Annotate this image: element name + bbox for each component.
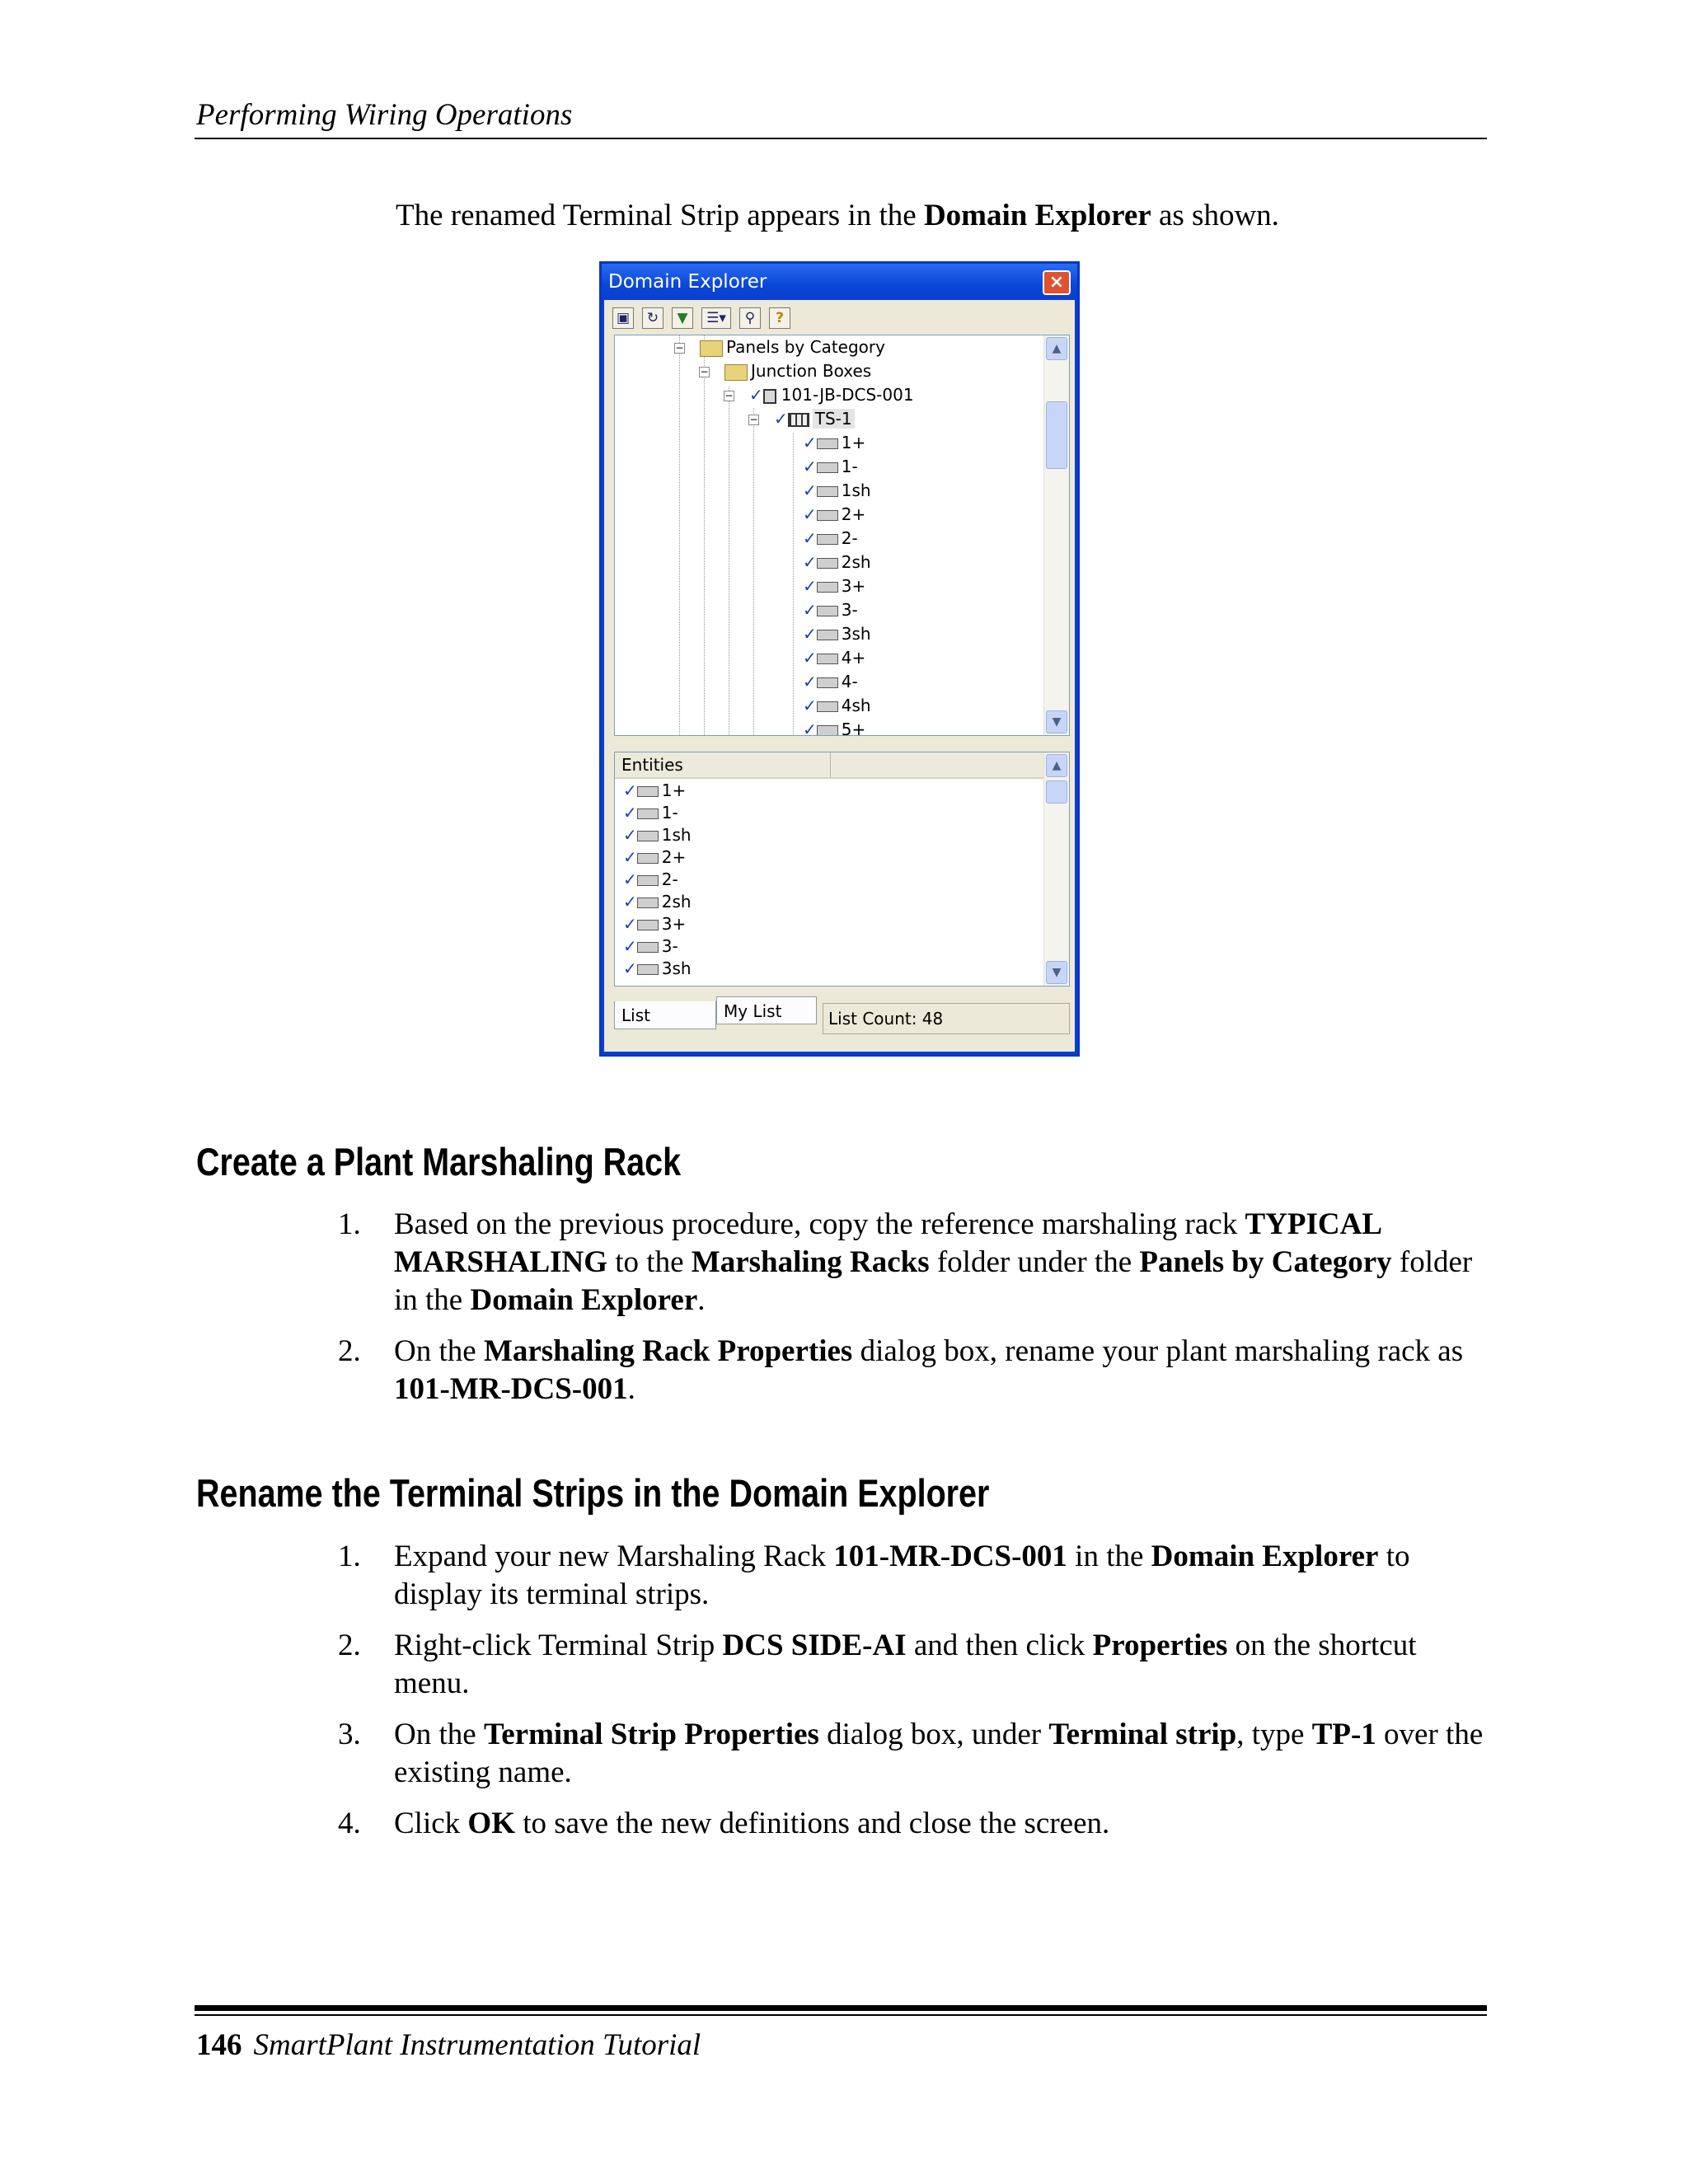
tree-label: 3-: [841, 600, 858, 620]
list-item[interactable]: [623, 935, 678, 958]
tree-node-terminal[interactable]: [803, 574, 865, 598]
step-number: 3.: [338, 1718, 361, 1751]
check-icon: ✓: [623, 936, 637, 956]
terminal-icon: [637, 920, 659, 930]
terminal-icon: [817, 654, 838, 664]
list-item[interactable]: [623, 869, 678, 891]
terminal-icon: [817, 677, 838, 688]
list-item-label: 2-: [661, 869, 678, 889]
terminal-icon: [817, 630, 838, 640]
column-header-blank[interactable]: [831, 752, 1046, 777]
tree-node-terminal[interactable]: [803, 527, 858, 551]
tree-label: 2+: [841, 504, 866, 524]
check-icon: ✓: [623, 847, 637, 867]
scroll-down-icon[interactable]: ▼: [1046, 961, 1067, 984]
terminal-icon: [637, 898, 659, 908]
terminal-icon: [817, 486, 838, 497]
find-icon[interactable]: ⚲: [739, 307, 761, 329]
terminal-icon: [637, 831, 659, 841]
column-header-entities[interactable]: Entities: [615, 752, 831, 777]
section-heading: Create a Plant Marshaling Rack: [196, 1140, 682, 1183]
tree-label: 4sh: [841, 696, 871, 715]
tree-label: 1+: [841, 433, 866, 452]
window-titlebar[interactable]: [602, 264, 1077, 300]
tree-label: 1-: [841, 457, 858, 476]
tree-label: 3+: [841, 576, 866, 596]
tree-node-terminal[interactable]: [803, 551, 871, 574]
filter-icon[interactable]: ▼: [672, 307, 693, 329]
terminal-icon: [817, 462, 838, 473]
terminal-icon: [817, 510, 838, 521]
tree-label: 101-JB-DCS-001: [781, 385, 914, 405]
list-item[interactable]: [623, 891, 692, 913]
list-item[interactable]: [623, 802, 678, 824]
tree-guide-line: [679, 335, 680, 735]
check-icon: ✓: [803, 719, 817, 736]
step-number: 2.: [338, 1629, 361, 1662]
check-icon: ✓: [623, 825, 637, 845]
terminal-icon: [817, 701, 838, 712]
junction-box-icon: [763, 389, 776, 404]
terminal-icon: [637, 786, 659, 797]
list-item-label: 3sh: [661, 958, 692, 978]
check-icon: ✓: [803, 624, 817, 644]
tree-node-terminal[interactable]: [803, 718, 865, 736]
tree-label: 4-: [841, 672, 858, 691]
collapse-icon[interactable]: −: [724, 390, 734, 401]
terminal-icon: [817, 438, 838, 449]
intro-bold: Domain Explorer: [923, 199, 1151, 232]
running-header: Performing Wiring Operations: [196, 98, 573, 132]
terminal-icon: [637, 853, 659, 864]
tab-my-list[interactable]: [716, 996, 817, 1024]
check-icon: ✓: [803, 480, 817, 500]
step-number: 4.: [338, 1807, 361, 1840]
check-icon: ✓: [623, 892, 637, 912]
terminal-icon: [637, 875, 659, 886]
check-icon: ✓: [803, 576, 817, 596]
tree-node-terminal[interactable]: [803, 670, 858, 694]
tree-node-junction-box[interactable]: [724, 383, 914, 407]
list-item-label: 2sh: [661, 892, 692, 912]
check-icon: ✓: [774, 409, 788, 429]
book-title: SmartPlant Instrumentation Tutorial: [253, 2028, 701, 2062]
window-title: Domain Explorer: [608, 271, 767, 293]
view-options-icon[interactable]: ☰▾: [701, 307, 731, 329]
step-text: Click OK to save the new definitions and close the screen.: [394, 1807, 1110, 1840]
header-rule: [195, 138, 1487, 139]
toolbar: [612, 305, 790, 331]
list-item[interactable]: [623, 913, 686, 935]
folder-icon: [700, 340, 723, 357]
check-icon: ✓: [803, 433, 817, 452]
intro-paragraph: [396, 198, 1279, 233]
new-window-icon[interactable]: ▣: [612, 307, 634, 329]
tree-node-junction-boxes[interactable]: [699, 359, 871, 383]
tree-label: 4+: [841, 648, 866, 668]
entities-scrollbar[interactable]: [1043, 752, 1069, 986]
terminal-icon: [817, 725, 838, 736]
collapse-icon[interactable]: −: [675, 342, 684, 354]
tree-node-terminal[interactable]: [803, 646, 865, 670]
check-icon: ✓: [623, 869, 637, 889]
tree-guide-line: [793, 433, 794, 735]
step-text: Based on the previous procedure, copy the reference marshaling rack TYPICAL MARSHALING to the Marshaling Racks folder under the Panels by Category folder in the Domain Explorer.: [394, 1207, 1473, 1317]
section-heading: Rename the Terminal Strips in the Domain Explorer: [196, 1471, 990, 1515]
collapse-icon[interactable]: −: [749, 414, 758, 425]
tree-node-terminal-strip[interactable]: [748, 407, 855, 431]
scroll-up-icon[interactable]: ▲: [1046, 337, 1067, 360]
list-item[interactable]: [623, 824, 692, 846]
check-icon: ✓: [803, 648, 817, 668]
list-item-label: 1+: [661, 780, 687, 800]
terminal-icon: [817, 582, 838, 593]
tree-node-terminal[interactable]: [803, 622, 871, 646]
step-text: Expand your new Marshaling Rack 101-MR-DCS-001 in the Domain Explorer to display its terminal strips.: [394, 1540, 1410, 1611]
check-icon: ✓: [803, 600, 817, 620]
list-item[interactable]: [623, 846, 686, 869]
domain-explorer-window: [599, 261, 1080, 1057]
intro-text-end: as shown.: [1151, 199, 1279, 232]
list-item[interactable]: [623, 958, 692, 980]
tab-label: My List: [724, 1001, 782, 1021]
refresh-icon[interactable]: ↻: [642, 307, 663, 329]
entities-header: [615, 752, 1044, 779]
intro-text: The renamed Terminal Strip appears in the: [396, 199, 924, 232]
close-icon: ×: [1048, 272, 1065, 293]
step-text: Right-click Terminal Strip DCS SIDE-AI and then click Properties on the shortcut menu.: [394, 1629, 1417, 1700]
tree-node-terminal[interactable]: [803, 455, 858, 479]
terminal-icon: [817, 534, 838, 545]
step-text: On the Marshaling Rack Properties dialog box, rename your plant marshaling rack as 101-MR-DCS-001.: [394, 1334, 1464, 1406]
terminal-icon: [637, 964, 659, 975]
check-icon: ✓: [623, 803, 637, 823]
tree-node-panels-by-category[interactable]: [674, 335, 885, 359]
window-client: [604, 300, 1075, 1052]
tree-node-terminal[interactable]: [803, 694, 871, 718]
list-item-label: 2+: [661, 847, 687, 867]
footer-rule: [195, 2005, 1487, 2011]
scroll-thumb[interactable]: [1046, 780, 1067, 804]
footer-rule: [195, 2014, 1487, 2016]
page-footer: [196, 2027, 701, 2063]
check-icon: ✓: [803, 528, 817, 548]
step-number: 1.: [338, 1207, 361, 1241]
tree-guide-line: [704, 335, 705, 735]
tree-label: 2sh: [841, 552, 871, 572]
folder-icon: [724, 364, 748, 381]
tree-scrollbar[interactable]: [1043, 335, 1069, 735]
close-button[interactable]: [1043, 270, 1071, 295]
check-icon: ✓: [623, 780, 637, 800]
entities-list[interactable]: [614, 752, 1070, 987]
list-count-status: List Count: 48: [823, 1003, 1070, 1034]
tree-label: 1sh: [841, 480, 871, 500]
tree-label: Junction Boxes: [751, 361, 872, 381]
tree-node-terminal[interactable]: [803, 479, 871, 503]
step-number: 2.: [338, 1334, 361, 1368]
check-icon: ✓: [803, 552, 817, 572]
list-item-label: 1sh: [661, 825, 692, 845]
tree-label: 3sh: [841, 624, 871, 644]
list-item[interactable]: [623, 780, 686, 802]
step-number: 1.: [338, 1540, 361, 1573]
check-icon: ✓: [803, 696, 817, 715]
terminal-icon: [817, 558, 838, 569]
domain-tree[interactable]: [614, 335, 1070, 736]
tree-label: 5+: [841, 719, 866, 736]
terminal-icon: [637, 942, 659, 953]
scroll-down-icon[interactable]: ▼: [1046, 710, 1067, 733]
tab-list[interactable]: [614, 1001, 716, 1029]
list-item-label: 3-: [661, 936, 678, 956]
tab-label: List: [621, 1005, 650, 1025]
tree-label: TS-1: [813, 409, 855, 429]
tree-node-terminal[interactable]: [803, 598, 858, 622]
scroll-up-icon[interactable]: ▲: [1046, 754, 1067, 777]
tree-node-terminal[interactable]: [803, 431, 865, 455]
terminal-icon: [637, 808, 659, 819]
check-icon: ✓: [803, 504, 817, 524]
step-text: On the Terminal Strip Properties dialog box, under Terminal strip, type TP-1 over the existing name.: [394, 1718, 1484, 1789]
tree-label: Panels by Category: [726, 337, 885, 357]
help-icon[interactable]: ?: [769, 307, 790, 329]
tree-guide-line: [753, 408, 754, 735]
check-icon: ✓: [749, 385, 763, 405]
check-icon: ✓: [623, 914, 637, 934]
list-item-label: 3+: [661, 914, 687, 934]
list-item-label: 1-: [661, 803, 678, 823]
tree-label: 2-: [841, 528, 858, 548]
terminal-strip-icon: [788, 413, 809, 427]
scroll-thumb[interactable]: [1046, 401, 1067, 469]
terminal-icon: [817, 606, 838, 616]
check-icon: ✓: [803, 672, 817, 691]
check-icon: ✓: [803, 457, 817, 476]
page-number: 146: [196, 2028, 242, 2062]
collapse-icon[interactable]: −: [700, 366, 709, 377]
check-icon: ✓: [623, 958, 637, 978]
tree-node-terminal[interactable]: [803, 503, 865, 527]
